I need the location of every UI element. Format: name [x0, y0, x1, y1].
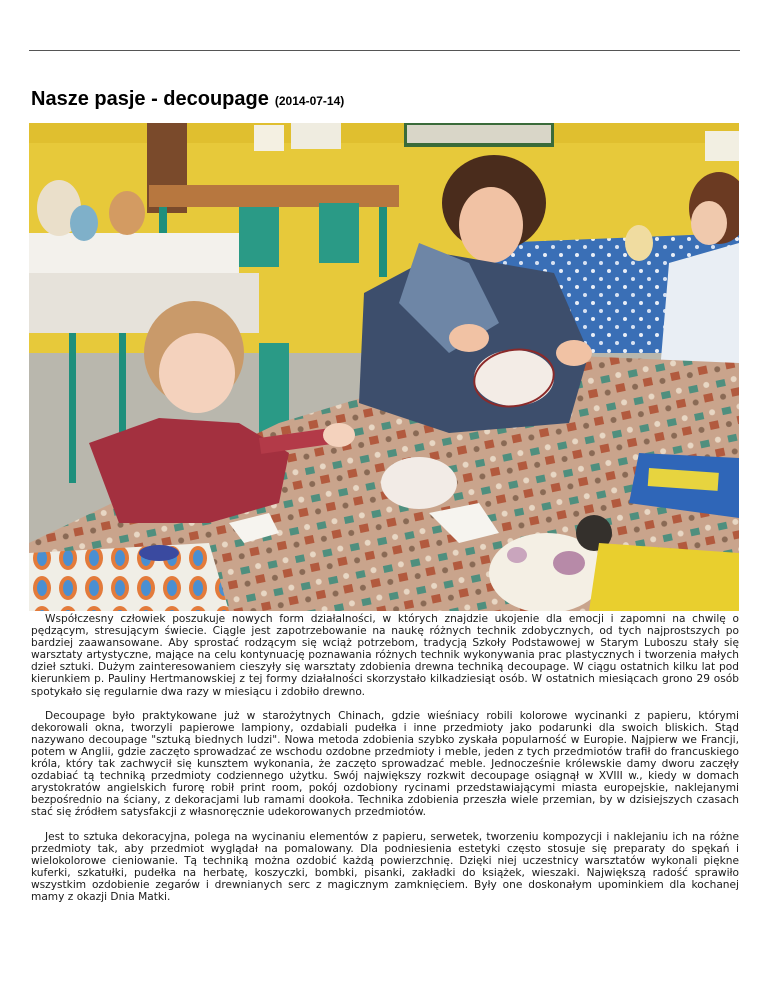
top-divider — [29, 50, 740, 51]
article-photo — [29, 123, 739, 611]
article-date: (2014-07-14) — [274, 94, 345, 108]
article-header — [31, 88, 344, 111]
article-body — [31, 613, 739, 915]
paragraph-2: Decoupage było praktykowane już w starożytnych Chinach, gdzie wieśniacy robili kolorowe wycinanki z papieru, którymi dekorowali okna, tworzyli papierowe lampiony, ozdabiali pudełka i inne przedmioty jako podarunki dla swoich bliskich. Stąd nazywano decoupage "sztuką biednych ludzi". Nowa metoda zdobienia szybko zyskała popularność w Europie. Najpierw we Francji, potem w Anglii, gdzie zaczęto sprowadzać ze wschodu ozdobne przedmioty i meble, jeden z tych przedmiotów trafił do francuskiego króla, który tak zachwycił się kunsztem wykonania, że zaczęto sprowadzać meble. Jednocześnie królewskie damy dworu zaczęły ozdabiać tą techniką przedmioty codziennego użytku. Swój największy rozkwit decoupage osiągnął w XVIII w., kiedy w domach arystokratów angielskich furorę robił print room, pokój ozdobiony rycinami przedstawiającymi miasta europejskie, naklejanymi bezpośrednio na ściany, z dekoracjami lub ramami dookoła. Technika zdobienia przeszła wiele przemian, by w dzisiejszych czasach stać się źródłem satysfakcji z własnoręcznie udekorowanych przedmiotów. — [31, 709, 739, 819]
paragraph-1: Współczesny człowiek poszukuje nowych form działalności, w których znajdzie ukojenie dla emocji i zapomni na chwilę o pędzącym, stresującym świecie. Ciągle jest zapotrzebowanie na naukę różnych technik zdobycznych, od tych najprostszych po bardziej zaawansowane. Aby sprostać rodzącym się wciąż potrzebom, tradycją Szkoły Podstawowej w Starym Luboszu stały się warsztaty artystyczne, mające na celu kontynuację poznawania różnych technik wykonywania prac plastycznych i tworzenia małych dzieł sztuki. Dużym zainteresowaniem cieszyły się warsztaty zdobienia drewna techniką decoupage. W ciągu ostatnich kilku lat pod kierunkiem p. Pauliny Hertmanowskiej z tej formy działalności skorzystało kilkadziesiąt osób. W ostatnich miesiącach grono 29 osób spotykało się regularnie dwa razy w miesiącu i zdobiło drewno. — [31, 613, 739, 698]
paragraph-3: Jest to sztuka dekoracyjna, polega na wycinaniu elementów z papieru, serwetek, tworzeniu kompozycji i naklejaniu ich na różne przedmioty tak, aby przedmiot wyglądał na pomalowany. Dla podniesienia estetyki często stosuje się preparaty do spękań i wielokolorowe cieniowanie. Tą techniką można ozdobić każdą powierzchnię. Dzięki niej uczestnicy warsztatów wykonali piękne kuferki, szkatułki, pudełka na herbatę, koszyczki, bombki, pisanki, zakładki do książek, wieszaki. Największą radość sprawiło wszystkim ozdobienie zegarów i drewnianych serc z magicznym zamknięciem. Były one doskonałym upominkiem dla kochanej mamy z okazji Dnia Matki. — [31, 830, 739, 903]
workshop-photo-icon — [29, 123, 739, 611]
article-title: Nasze pasje - decoupage — [31, 88, 269, 110]
